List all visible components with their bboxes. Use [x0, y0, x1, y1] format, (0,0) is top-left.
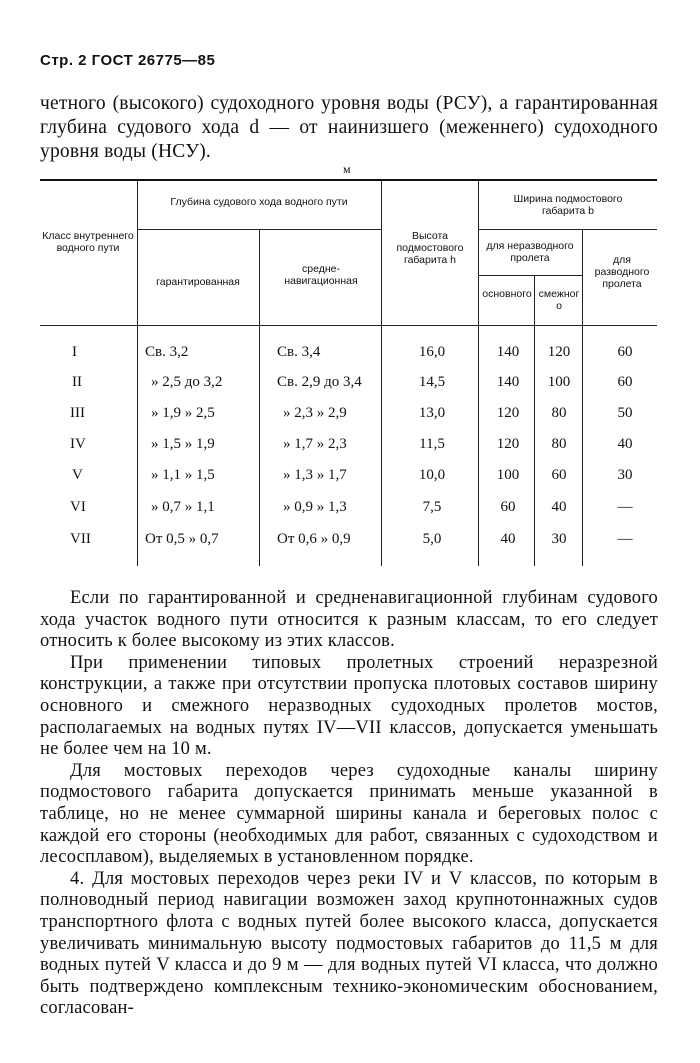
table-col-rule	[534, 275, 535, 566]
cell-div-span: 60	[617, 344, 633, 360]
header-class: Класс внутреннего водного пути	[42, 230, 134, 254]
cell-main: 140	[496, 374, 520, 390]
cell-main: 60	[500, 499, 516, 515]
header-guaranteed: гарантированная	[156, 276, 240, 288]
header-main: основного	[482, 288, 532, 300]
cell-mid-nav: От 0,6 » 0,9	[277, 531, 351, 547]
cell-div-span: 50	[617, 405, 633, 421]
cell-class: VI	[70, 499, 86, 515]
cell-guaranteed: Св. 3,2	[145, 344, 189, 360]
cell-main: 120	[496, 436, 520, 452]
table-col-rule	[137, 180, 138, 566]
table-header-bottom-rule	[40, 325, 657, 326]
lead-paragraph	[40, 92, 658, 164]
cell-guaranteed: » 0,7 » 1,1	[151, 499, 215, 515]
cell-guaranteed: » 1,9 » 2,5	[151, 405, 215, 421]
cell-height: 11,5	[419, 436, 445, 452]
cell-adjacent: 100	[547, 374, 571, 390]
header-depth-group: Глубина судового хода водного пути	[170, 196, 348, 208]
table-sub-rule-mid	[478, 275, 582, 276]
cell-div-span: 30	[617, 467, 633, 483]
cell-div-span: —	[617, 531, 633, 547]
table-col-rule	[381, 180, 382, 566]
cell-height: 16,0	[418, 344, 446, 360]
cell-main: 140	[496, 344, 520, 360]
cell-adjacent: 30	[551, 531, 567, 547]
cell-height: 7,5	[422, 499, 442, 515]
table-unit: м	[343, 162, 351, 176]
cell-adjacent: 80	[551, 436, 567, 452]
table-sub-rule-right	[478, 229, 657, 230]
cell-guaranteed: От 0,5 » 0,7	[145, 531, 219, 547]
cell-div-span: —	[617, 499, 633, 515]
lead-text: четного (высокого) судоходного уровня воды (РСУ), а гарантированная глубина судового хода d — от наинизшего (меженнего) судоходного уровня воды (НСУ).	[40, 93, 658, 162]
cell-adjacent: 40	[551, 499, 567, 515]
cell-height: 5,0	[422, 531, 442, 547]
cell-class: IV	[70, 436, 86, 452]
paragraph: При применении типовых пролетных строений неразрезной конструкции, а также при отсутствии пропуска плотовых составов ширину основного и смежного неразводных судоходных пролетов мостов, располагаемых на водных путях IV—VII классов, допускается уменьшать не более чем на 10 м.	[40, 652, 658, 760]
header-mid-nav: средне-навигационная	[284, 263, 358, 287]
header-div-span: для разводного пролета	[594, 254, 650, 290]
cell-class: VII	[70, 531, 91, 547]
header-height: Высота подмостового габарита h	[396, 230, 464, 266]
table-col-rule	[478, 180, 479, 566]
cell-div-span: 60	[617, 374, 633, 390]
table-col-rule	[582, 229, 583, 566]
cell-guaranteed: » 1,1 » 1,5	[151, 467, 215, 483]
cell-mid-nav: » 0,9 » 1,3	[283, 499, 347, 515]
cell-height: 10,0	[418, 467, 446, 483]
cell-class: I	[72, 344, 77, 360]
cell-div-span: 40	[617, 436, 633, 452]
cell-main: 120	[496, 405, 520, 421]
header-adjacent: смежного	[538, 288, 580, 312]
cell-main: 40	[500, 531, 516, 547]
header-width-group: Ширина подмостового габарита b	[513, 193, 623, 217]
cell-mid-nav: » 2,3 » 2,9	[283, 405, 347, 421]
cell-mid-nav: Св. 3,4	[277, 344, 321, 360]
cell-class: II	[72, 374, 82, 390]
cell-main: 100	[496, 467, 520, 483]
cell-class: V	[72, 467, 83, 483]
cell-adjacent: 60	[551, 467, 567, 483]
cell-height: 13,0	[418, 405, 446, 421]
cell-mid-nav: » 1,3 » 1,7	[283, 467, 347, 483]
body-paragraphs	[40, 588, 658, 1020]
table-col-rule	[259, 229, 260, 566]
cell-adjacent: 80	[551, 405, 567, 421]
cell-guaranteed: » 1,5 » 1,9	[151, 436, 215, 452]
cell-mid-nav: » 1,7 » 2,3	[283, 436, 347, 452]
table-top-rule	[40, 179, 657, 181]
paragraph: Для мостовых переходов через судоходные каналы ширину подмостового габарита допускается принимать меньше указанной в таблице, но не менее суммарной ширины канала и береговых полос с каждой его стороны (необходимых для работ, связанных с судоходством и лесосплавом), выделяемых в установленном порядке.	[40, 760, 658, 868]
header-non-div-span: для неразводного пролета	[486, 240, 574, 264]
cell-adjacent: 120	[547, 344, 571, 360]
cell-guaranteed: » 2,5 до 3,2	[151, 374, 223, 390]
cell-class: III	[70, 405, 85, 421]
cell-mid-nav: Св. 2,9 до 3,4	[277, 374, 362, 390]
paragraph: 4. Для мостовых переходов через реки IV и V классов, по которым в полноводный период навигации возможен заход крупнотоннажных судов транспортного флота с водных путей более высокого класса, допускается увеличивать минимальную высоту подмостовых габаритов до 11,5 м для водных путей V класса и до 9 м — для водных путей VI класса, что должно быть подтверждено комплексным технико-экономическим обоснованием, согласован-	[40, 868, 658, 1019]
cell-height: 14,5	[418, 374, 446, 390]
paragraph: Если по гарантированной и средненавигационной глубинам судового хода участок водного пути относится к разным классам, то его следует относить к более высокому из этих классов.	[40, 588, 658, 652]
page-header: Стр. 2 ГОСТ 26775—85	[40, 52, 216, 69]
